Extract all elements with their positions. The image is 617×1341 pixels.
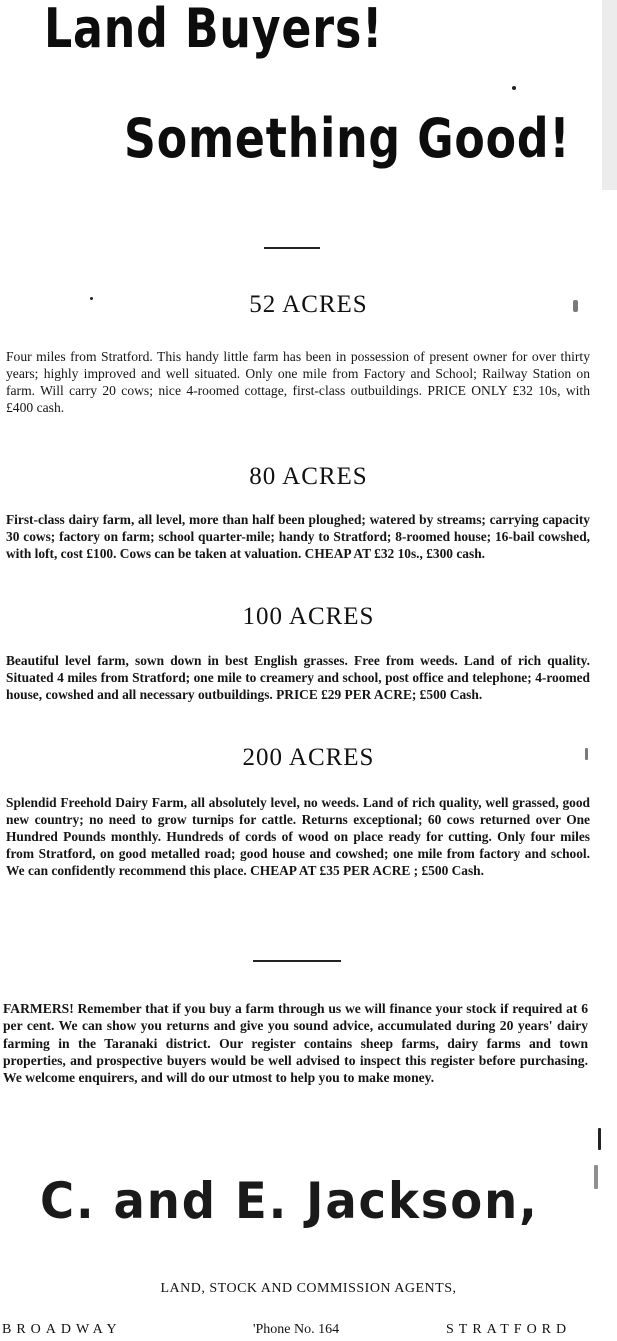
footer bbox=[0, 1322, 617, 1340]
firm-description: LAND, STOCK AND COMMISSION AGENTS, bbox=[160, 1281, 457, 1296]
footer-phone: 'Phone No. 164 bbox=[253, 1322, 340, 1337]
scan-speck bbox=[573, 300, 578, 312]
listing-heading-200-acres: 200 ACRES bbox=[242, 744, 375, 771]
listing-text-100-acres: Beautiful level farm, sown down in best English grasses. Free from weeds. Land of rich quality. Situated 4 miles from Stratford; one mile to creamery and school, post office and telephone; 4-roomed house, cowshed and all necessary outbuildings. PRICE £29 PER ACRE; £500 Cash. bbox=[6, 653, 590, 702]
scan-speck bbox=[598, 1128, 601, 1150]
scan-speck bbox=[512, 86, 516, 90]
headline-line-1: Land Buyers! bbox=[44, 0, 384, 60]
scan-speck bbox=[602, 0, 617, 190]
listing-heading-100-acres: 100 ACRES bbox=[242, 603, 375, 630]
listing-text-200-acres: Splendid Freehold Dairy Farm, all absolutely level, no weeds. Land of rich quality, well grassed, good new country; no need to grow turnips for cattle. Returns exceptional; 60 cows returned over One Hundred Pounds monthly. Hundreds of cords of wood on place ready for cutting. Only four miles from Stratford, on good metalled road; good house and cowshed; one mile from factory and school. We can confidently recommend this place. CHEAP AT £35 PER ACRE ; £500 Cash. bbox=[6, 795, 590, 878]
listing-heading-52-acres: 52 ACRES bbox=[249, 291, 368, 318]
farmers-notice: FARMERS! Remember that if you buy a farm through us we will finance your stock if required at 6 per cent. We can show you returns and give you sound advice, accumulated during 20 years' dairy farming in the Taranaki district. Our register contains sheep farms, dairy farms and town properties, and prospective buyers would be well advised to inspect this register before purchasing. We welcome enquirers, and will do our utmost to help you to make money. bbox=[3, 1001, 588, 1086]
listing-heading-80-acres: 80 ACRES bbox=[249, 463, 368, 490]
scan-speck bbox=[585, 748, 588, 760]
top-divider bbox=[264, 247, 320, 249]
scan-speck bbox=[594, 1165, 598, 1189]
firm-name: C. and E. Jackson, bbox=[40, 1172, 539, 1230]
listing-text-80-acres: First-class dairy farm, all level, more than half been ploughed; watered by streams; carrying capacity 30 cows; factory on farm; school quarter-mile; handy to Stratford; 8-roomed house; 16-bail cowshed, with loft, cost £100. Cows can be taken at valuation. CHEAP AT £32 10s., £300 cash. bbox=[6, 512, 590, 561]
footer-town: STRATFORD bbox=[446, 1322, 572, 1337]
scan-speck bbox=[90, 297, 93, 300]
middle-divider bbox=[253, 960, 341, 962]
listing-text-52-acres: Four miles from Stratford. This handy little farm has been in possession of present owner for over thirty years; highly improved and well situated. Only one mile from Factory and School; Railway Station on farm. Will carry 20 cows; nice 4-roomed cottage, first-class outbuildings. PRICE ONLY £32 10s, with £400 cash. bbox=[6, 349, 590, 415]
headline-line-2: Something Good! bbox=[124, 107, 571, 170]
footer-address: BROADWAY bbox=[2, 1322, 122, 1337]
